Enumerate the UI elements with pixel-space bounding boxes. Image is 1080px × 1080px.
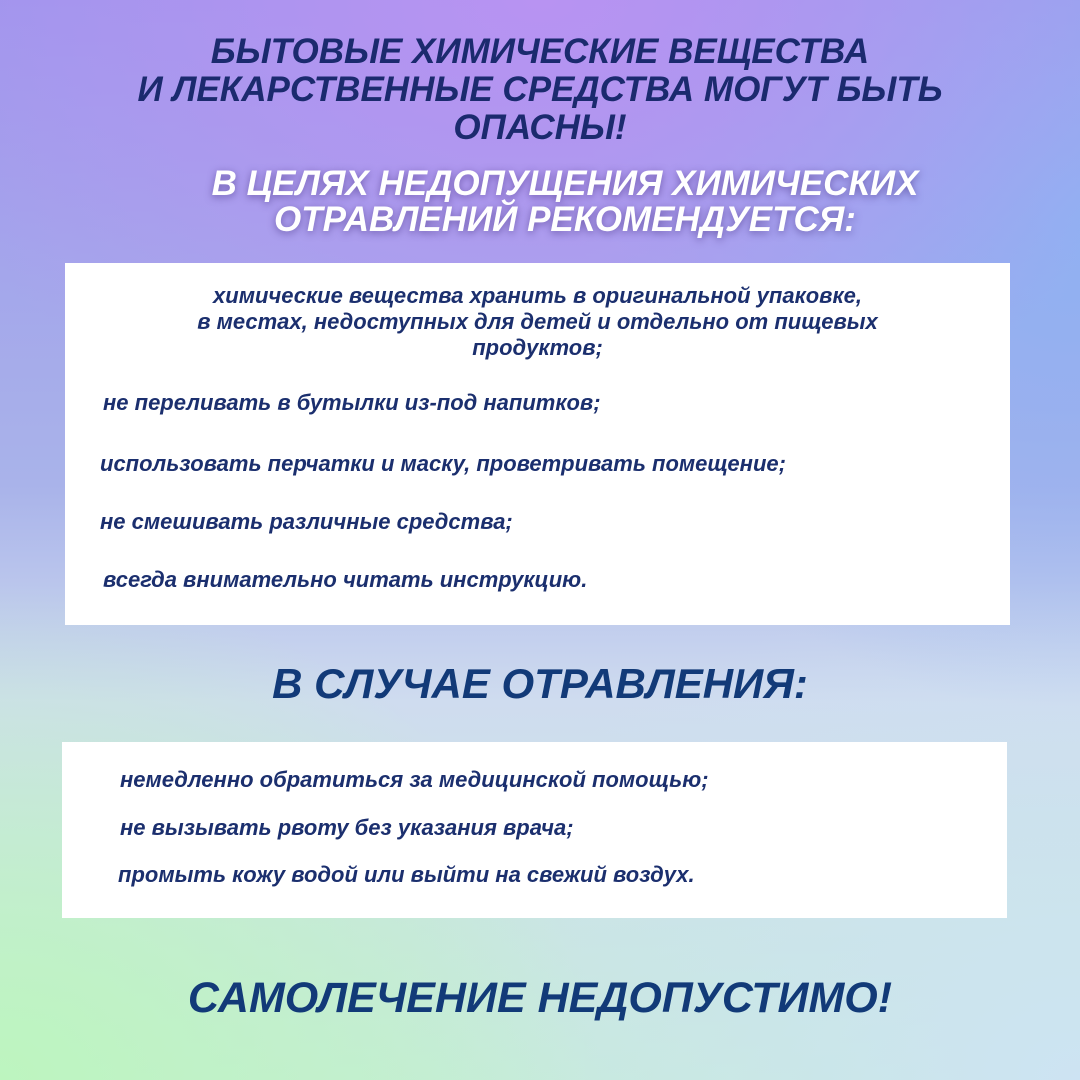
recommendations-box <box>65 263 1010 625</box>
list-item: промыть кожу водой или выйти на свежий воздух. <box>118 862 695 887</box>
list-item: не вызывать рвоту без указания врача; <box>120 815 574 840</box>
footer-warning: САМОЛЕЧЕНИЕ НЕДОПУСТИМО! <box>187 974 893 1022</box>
item-line: продуктов; <box>472 335 603 360</box>
title-line: ОПАСНЫ! <box>453 108 627 147</box>
page-title <box>0 33 1080 147</box>
subtitle-line: В ЦЕЛЯХ НЕДОПУЩЕНИЯ ХИМИЧЕСКИХ <box>211 164 919 203</box>
list-item: использовать перчатки и маску, проветривать помещение; <box>100 451 786 476</box>
item-line: химические вещества хранить в оригинальной упаковке, <box>213 283 862 308</box>
list-item: всегда внимательно читать инструкцию. <box>103 567 588 592</box>
poisoning-heading: В СЛУЧАЕ ОТРАВЛЕНИЯ: <box>272 660 808 707</box>
item-line: в местах, недоступных для детей и отдельно от пищевых <box>197 309 878 334</box>
list-item: немедленно обратиться за медицинской помощью; <box>120 767 709 792</box>
title-line: И ЛЕКАРСТВЕННЫЕ СРЕДСТВА МОГУТ БЫТЬ <box>137 70 943 109</box>
list-item: не смешивать различные средства; <box>100 509 513 534</box>
poisoning-box <box>62 742 1007 918</box>
title-line: БЫТОВЫЕ ХИМИЧЕСКИЕ ВЕЩЕСТВА <box>210 32 870 71</box>
list-item <box>65 283 1010 361</box>
subtitle <box>0 166 1080 238</box>
subtitle-line: ОТРАВЛЕНИЙ РЕКОМЕНДУЕТСЯ: <box>274 200 856 239</box>
list-item: не переливать в бутылки из-под напитков; <box>103 390 601 415</box>
